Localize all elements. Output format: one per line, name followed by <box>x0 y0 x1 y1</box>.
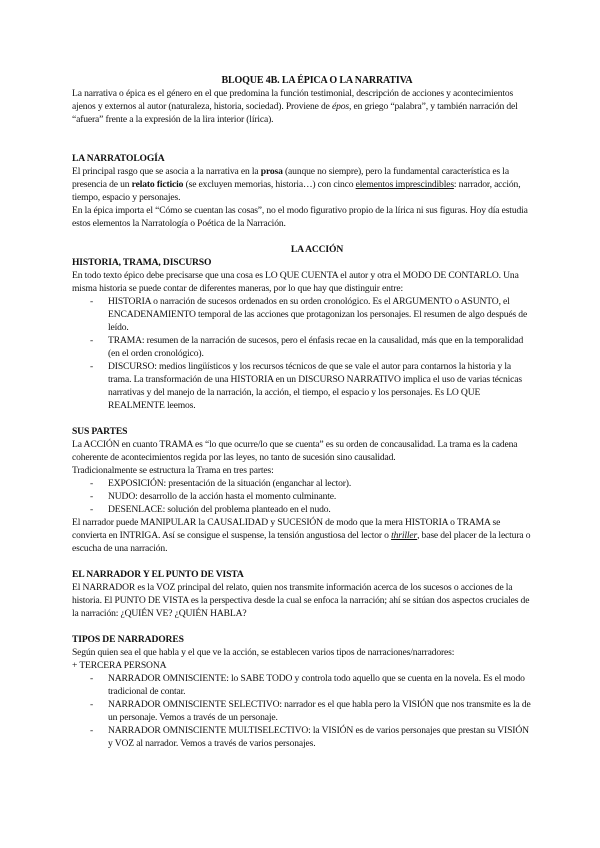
list-item: - NARRADOR OMNISCIENTE: lo SABE TODO y controla todo aquello que se cuenta en la novela. Es el modo tradicional de contar. <box>72 672 532 698</box>
narratologia-term-prosa: prosa <box>260 166 283 177</box>
document-title: BLOQUE 4B. LA ÉPICA O LA NARRATIVA <box>221 75 413 86</box>
heading-tipos-narradores: TIPOS DE NARRADORES <box>72 634 184 645</box>
list-item: - EXPOSICIÓN: presentación de la situación (enganchar al lector). <box>72 477 532 490</box>
list-item: - NUDO: desarrollo de la acción hasta el momento culminante. <box>72 490 532 503</box>
list-item: - DISCURSO: medios lingüísticos y los recursos técnicos de que se vale el autor para contarnos la historia y la trama. La transformación de una HISTORIA en un DISCURSO NARRATIVO implica el uso de varias técnicas narrativas y del manejo de la narración, la acción, el tiempo, el espacio y los personajes. Es LO QUE REALMENTE leemos. <box>72 360 532 412</box>
narratologia-text-a: El principal rasgo que se asocia a la narrativa en la <box>72 166 261 177</box>
narratologia-text-c: (aunque no siempre), pero la fundamental característica es la presencia de un <box>72 166 509 190</box>
narratologia-term-relato: relato ficticio <box>131 179 184 190</box>
list-item: - DESENLACE: solución del problema planteado en el nudo. <box>72 503 532 516</box>
intro-text-a: La narrativa o épica es el género en el que predomina la función testimonial, descripción de acciones y acontecimientos ajenos y externos al autor (naturaleza, historia, sociedad). Proviene de <box>72 88 514 112</box>
list-item: - NARRADOR OMNISCIENTE SELECTIVO: narrador es el que habla pero la VISIÓN que nos transmite es la de un personaje. Vemos a través de un personaje. <box>72 698 532 724</box>
tipos-paragraph-2: + TERCERA PERSONA <box>72 660 167 671</box>
heading-accion: LA ACCIÓN <box>290 244 344 255</box>
partes-paragraph-2: Tradicionalmente se estructura la Trama en tres partes: <box>72 465 274 476</box>
partes-term-thriller: thriller <box>391 530 418 541</box>
partes-text-a: El narrador puede MANIPULAR la CAUSALIDAD y SUCESIÓN de modo que la mera HISTORIA o TRAMA se convierta en INTRIGA. Así se consigue el suspense, la tensión angustiosa del lector o <box>72 517 501 541</box>
document-body <box>72 74 532 750</box>
list-item: - TRAMA: resumen de la narración de sucesos, pero el énfasis recae en la causalidad, más que en la temporalidad (en el orden cronológico). <box>72 334 532 360</box>
accion-paragraph-1: En todo texto épico debe precisarse que una cosa es LO QUE CUENTA el autor y otra el MODO DE CONTARLO. Una misma historia se puede contar de diferentes maneras, por lo que hay que distinguir entre: <box>72 270 519 294</box>
partes-paragraph-3 <box>72 516 532 555</box>
partes-text-c: , base del placer de la lectura o escucha de una narración. <box>72 530 531 554</box>
heading-narratologia: LA NARRATOLOGÍA <box>72 153 165 164</box>
accion-list <box>72 295 532 412</box>
intro-text-c: , en griego “palabra”, y también narración del “afuera” frente a la expresión de la lira interior (lírica). <box>72 101 518 125</box>
list-item: - HISTORIA o narración de sucesos ordenados en su orden cronológico. Es el ARGUMENTO o ASUNTO, el ENCADENAMIENTO temporal de las acciones que protagonizan los personajes. El resumen de algo después de leído. <box>72 295 532 334</box>
intro-paragraph <box>72 87 532 126</box>
heading-sus-partes: SUS PARTES <box>72 426 128 437</box>
narratologia-paragraph-1 <box>72 165 532 204</box>
narratologia-paragraph-2: En la épica importa el “Cómo se cuentan las cosas”, no el modo figurativo propio de la lírica ni sus figuras. Hoy día estudia estos elementos la Narratología o Poética de la Narración. <box>72 205 528 229</box>
heading-narrador: EL NARRADOR Y EL PUNTO DE VISTA <box>72 569 244 580</box>
intro-term-epos: épos <box>331 101 349 112</box>
tipos-list <box>72 672 532 750</box>
narratologia-term-elementos: elementos imprescindibles <box>355 179 454 190</box>
narratologia-text-g: : narrador, acción, tiempo, espacio y personajes. <box>72 179 521 203</box>
partes-paragraph-1: La ACCIÓN en cuanto TRAMA es “lo que ocurre/lo que se cuenta” es su orden de concausalidad. La trama es la cadena coherente de acontecimientos regida por las leyes, no tanto de sucesión sino causalidad. <box>72 439 518 463</box>
narratologia-text-e: (se excluyen memorias, historia…) con cinco <box>183 179 356 190</box>
subheading-historia-trama-discurso: HISTORIA, TRAMA, DISCURSO <box>72 257 212 268</box>
narrador-paragraph-1: El NARRADOR es la VOZ principal del relato, quien nos transmite información acerca de los sucesos o acciones de la historia. El PUNTO DE VISTA es la perspectiva desde la cual se enfoca la narración; ahí se sitúan dos aspectos cruciales de la narración: ¿QUIÉN VE? ¿QUIÉN HABLA? <box>72 582 530 619</box>
tipos-paragraph-1: Según quien sea el que habla y el que ve la acción, se establecen varios tipos de narraciones/narradores: <box>72 647 455 658</box>
partes-list <box>72 477 532 516</box>
list-item: - NARRADOR OMNISCIENTE MULTISELECTIVO: la VISIÓN es de varios personajes que prestan su VISIÓN y VOZ al narrador. Vemos a través de varios personajes. <box>72 724 532 750</box>
